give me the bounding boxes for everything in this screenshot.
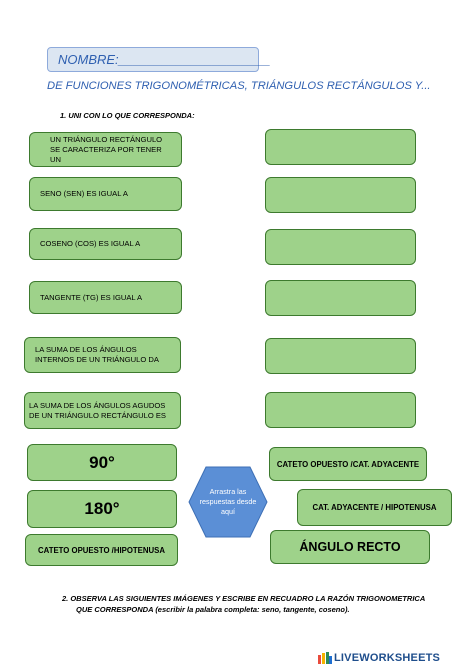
answer-tile-adyacente-hipotenusa[interactable] bbox=[297, 489, 452, 526]
answer-text: 90° bbox=[89, 452, 115, 472]
answer-text: CAT. ADYACENTE / HIPOTENUSA bbox=[312, 503, 437, 512]
answer-text: ÁNGULO RECTO bbox=[299, 540, 401, 554]
drop-target-3[interactable] bbox=[265, 229, 416, 265]
brand-text: LIVEWORKSHEETS bbox=[334, 652, 441, 664]
liveworksheets-icon bbox=[318, 652, 332, 664]
drag-hint: Arrastra las respuestas desde aquí bbox=[199, 487, 257, 516]
drop-target-4[interactable] bbox=[265, 280, 416, 316]
drop-target-6[interactable] bbox=[265, 392, 416, 428]
liveworksheets-logo bbox=[318, 652, 440, 664]
prompt-box bbox=[29, 228, 182, 260]
answer-tile-angulo-recto[interactable] bbox=[270, 530, 430, 564]
worksheet-subtitle: DE FUNCIONES TRIGONOMÉTRICAS, TRIÁNGULOS RECTÁNGULOS Y... bbox=[47, 80, 431, 92]
prompt-box bbox=[24, 392, 181, 429]
question2-line2: QUE CORRESPONDA (escribir la palabra completa: seno, tangente, coseno). bbox=[76, 605, 350, 614]
answer-text: CATETO OPUESTO /HIPOTENUSA bbox=[38, 545, 165, 555]
answer-text: CATETO OPUESTO /CAT. ADYACENTE bbox=[276, 459, 420, 469]
prompt-box bbox=[29, 177, 182, 211]
drop-target-1[interactable] bbox=[265, 129, 416, 165]
answer-tile-180[interactable] bbox=[27, 490, 177, 528]
question2-instructions bbox=[62, 593, 452, 615]
prompt-text: LA SUMA DE LOS ÁNGULOS AGUDOS DE UN TRIÁNGULO RECTÁNGULO ES bbox=[29, 400, 166, 420]
answer-text: 180° bbox=[84, 499, 120, 518]
question1-title: 1. UNI CON LO QUE CORRESPONDA: bbox=[60, 111, 195, 120]
answer-tile-cateto-opuesto-adyacente[interactable] bbox=[269, 447, 427, 481]
prompt-box bbox=[29, 281, 182, 314]
drop-target-5[interactable] bbox=[265, 338, 416, 374]
prompt-text: COSENO (COS) ES IGUAL A bbox=[40, 239, 141, 248]
prompt-text: SENO (SEN) ES IGUAL A bbox=[40, 189, 128, 198]
prompt-box bbox=[24, 337, 181, 373]
prompt-box bbox=[29, 132, 182, 167]
question2-line1: 2. OBSERVA LAS SIGUIENTES IMÁGENES Y ESCRIBE EN RECUADRO LA RAZÓN TRIGONOMETRICA bbox=[62, 594, 426, 603]
prompt-text: TANGENTE (TG) ES IGUAL A bbox=[40, 292, 143, 302]
name-field[interactable] bbox=[47, 47, 271, 72]
drop-target-2[interactable] bbox=[265, 177, 416, 213]
name-label: NOMBRE:_____________________ bbox=[58, 52, 271, 67]
answer-tile-90[interactable] bbox=[27, 444, 177, 481]
prompt-text: UN TRIÁNGULO RECTÁNGULO SE CARACTERIZA POR TENER UN bbox=[50, 134, 163, 164]
answer-tile-cateto-opuesto-hipotenusa[interactable] bbox=[25, 534, 178, 566]
prompt-text: LA SUMA DE LOS ÁNGULOS INTERNOS DE UN TRIÁNGULO DA bbox=[35, 345, 159, 364]
